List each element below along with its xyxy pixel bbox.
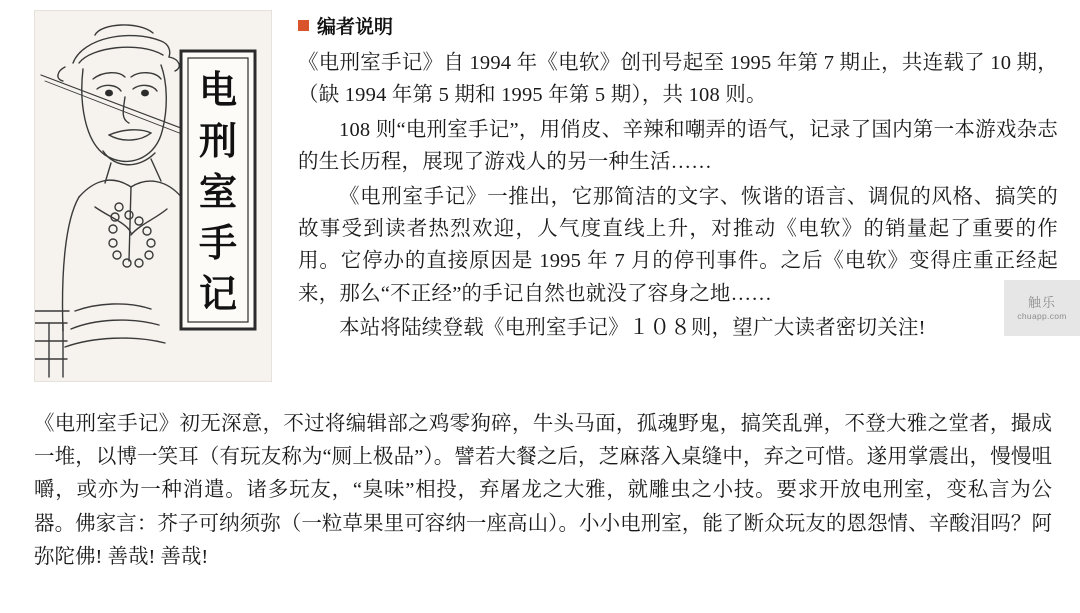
paragraph-4: 本站将陆续登载《电刑室手记》１０８则，望广大读者密切关注!	[339, 317, 926, 339]
square-bullet-icon	[298, 20, 309, 31]
watermark-cn-label: 触乐	[1027, 294, 1056, 310]
ink-drawing-svg	[35, 11, 271, 381]
plaque-sign	[181, 51, 255, 329]
svg-text:电: 电	[198, 70, 238, 112]
svg-text:室: 室	[198, 172, 238, 214]
section-heading	[298, 12, 1058, 39]
svg-text:记: 记	[198, 274, 238, 316]
illustration-ink-drawing	[34, 10, 272, 382]
top-section	[34, 10, 1058, 382]
watermark-en-label: chuapp.com	[1017, 310, 1067, 321]
paragraph-1: 《电刑室手记》自 1994 年《电软》创刊号起至 1995 年第 7 期止，共连载了 10 期，（缺 1994 年第 5 期和 1995 年第 5 期），共 108 则。	[298, 52, 1058, 107]
svg-text:手: 手	[198, 223, 238, 265]
paragraph-2: 108 则“电刑室手记”，用俏皮、辛辣和嘲弄的语气，记录了国内第一本游戏杂志的生长历程，展现了游戏人的另一种生活……	[298, 118, 1058, 174]
svg-text:刑: 刑	[198, 121, 238, 163]
section-heading-label: 编者说明	[317, 17, 394, 38]
lower-passage: 《电刑室手记》初无深意，不过将编辑部之鸡零狗碎，牛头马面，孤魂野鬼，搞笑乱弹，不登大雅之堂者，撮成一堆，以博一笑耳（有玩友称为“厕上极品”）。譬若大餐之后，芝麻落入桌缝中，弃之可惜。遂用掌震出，慢慢咀嚼，或亦为一种消遣。诸多玩友，“臭味”相投，弃屠龙之大雅，就雕虫之小技。要求开放电刑室，变私言为公器。佛家言：芥子可纳须弥（一粒草果里可容纳一座高山）。小小电刑室，能了断众玩友的恩怨情、辛酸泪吗？阿弥陀佛! 善哉! 善哉!	[34, 413, 1052, 568]
paragraph-3: 《电刑室手记》一推出，它那简洁的文字、恢谐的语言、调侃的风格、搞笑的故事受到读者热烈欢迎，人气度直线上升，对推动《电软》的销量起了重要的作用。它停办的直接原因是 1995 年 7 月的停刊事件。之后《电软》变得庄重正经起来，那么“不正经”的手记自然也就没了容身之地……	[298, 185, 1058, 305]
watermark	[1004, 280, 1080, 336]
editor-note-column	[272, 10, 1058, 346]
